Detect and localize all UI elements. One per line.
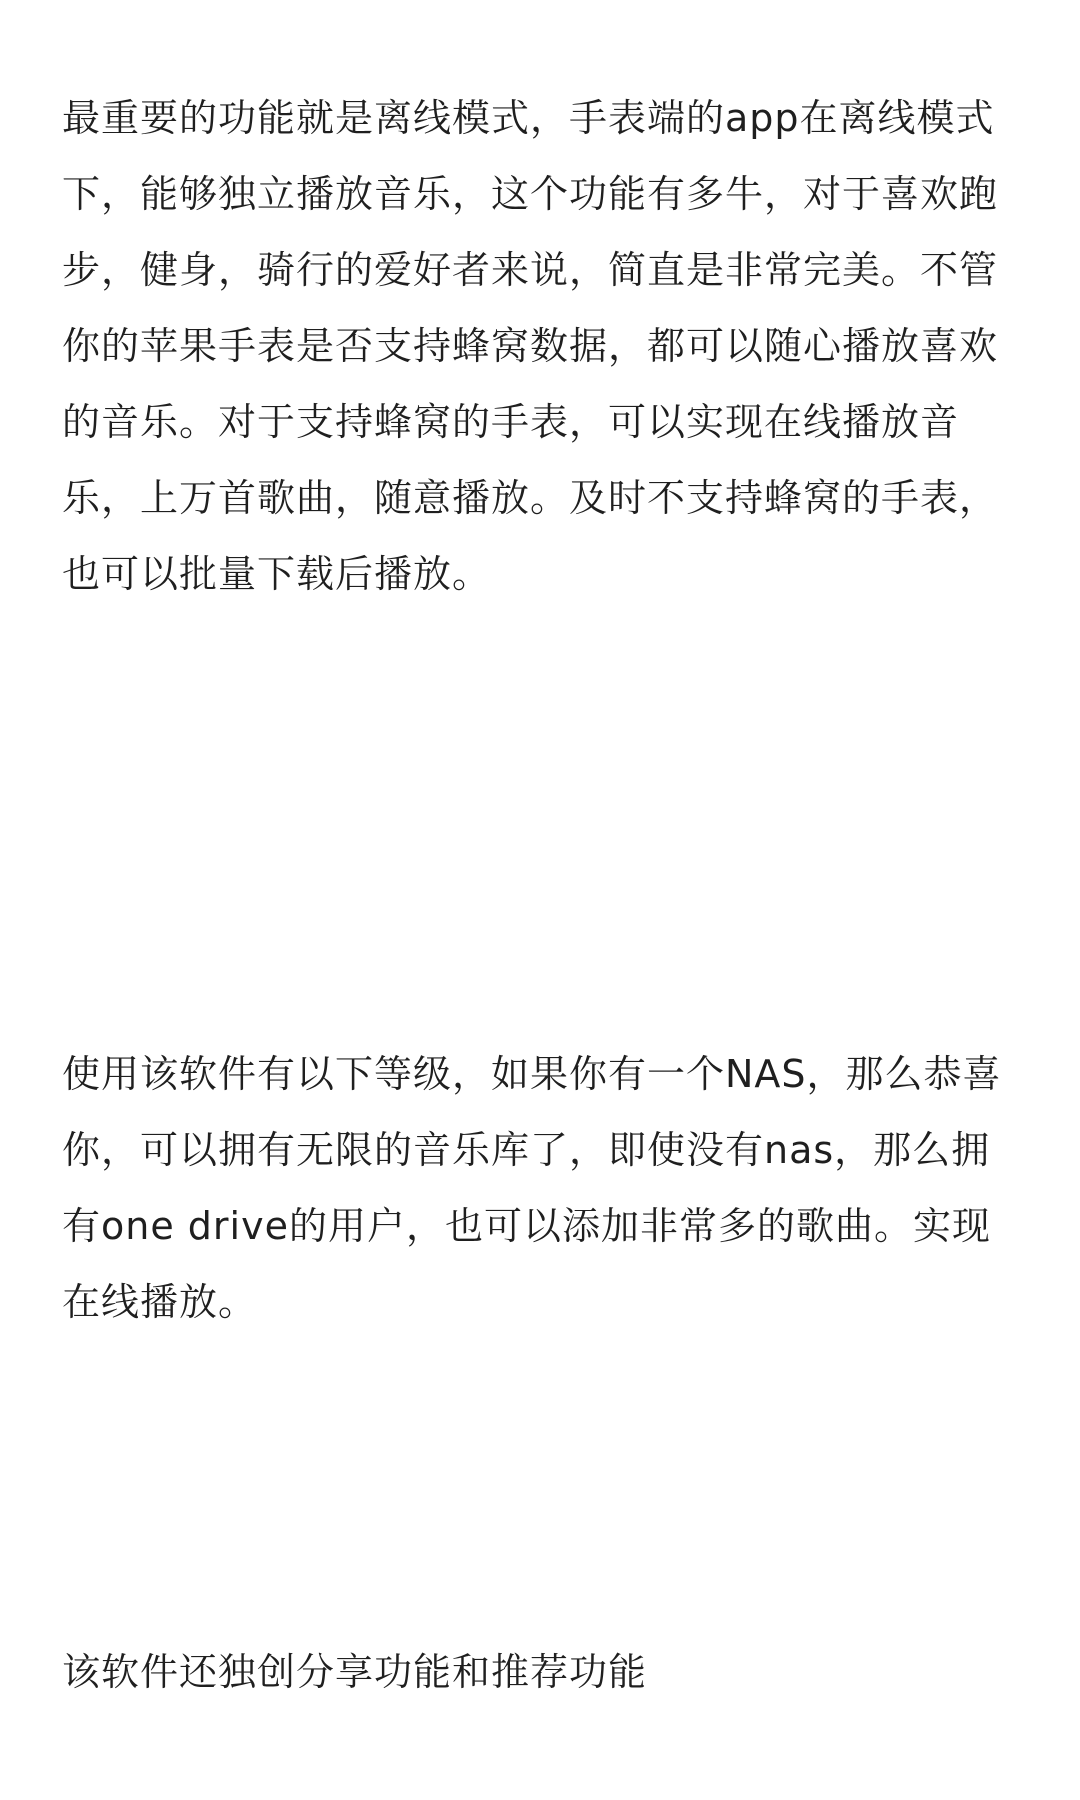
paragraph-sharing: 该软件还独创分享功能和推荐功能 <box>62 1650 648 1694</box>
paragraph-music-library: 使用该软件有以下等级，如果你有一个NAS，那么恭喜你，可以拥有无限的音乐库了，即使没有nas，那么拥有one drive的用户，也可以添加非常多的歌曲。实现在线播放。 <box>62 1052 1002 1324</box>
paragraph-offline-mode: 最重要的功能就是离线模式，手表端的app在离线模式下，能够独立播放音乐，这个功能有多牛，对于喜欢跑步，健身，骑行的爱好者来说，简直是非常完美。不管你的苹果手表是否支持蜂窝数据，都可以随心播放喜欢的音乐。对于支持蜂窝的手表，可以实现在线播放音乐，上万首歌曲，随意播放。及时不支持蜂窝的手表，也可以批量下载后播放。 <box>62 96 999 596</box>
